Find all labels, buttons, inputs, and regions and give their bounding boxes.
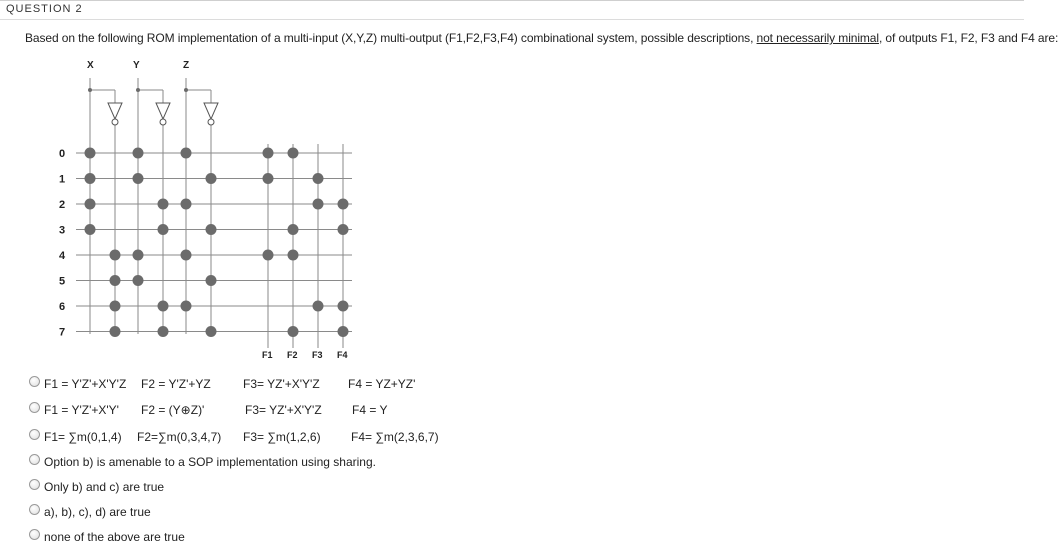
option-b-part-1: F1 = Y'Z'+X'Y': [44, 403, 119, 417]
output-dot: [263, 173, 274, 184]
radio-button[interactable]: [29, 529, 40, 540]
input-label-y: Y: [133, 60, 140, 71]
row-label-1: 1: [59, 173, 66, 186]
decoder-dot: [85, 148, 96, 159]
decoder-dot: [206, 326, 217, 337]
answer-option-f[interactable]: [29, 503, 229, 521]
output-dot: [338, 301, 349, 312]
output-dot: [313, 173, 324, 184]
option-a-part-4: F4 = YZ+YZ': [348, 377, 416, 391]
answer-option-c[interactable]: [29, 428, 449, 446]
output-label-f2: F2: [287, 350, 298, 360]
decoder-dot: [85, 173, 96, 184]
inverter-bubble: [112, 119, 118, 125]
output-dot: [288, 148, 299, 159]
decoder-dot: [133, 148, 144, 159]
option-g-label: none of the above are true: [44, 530, 185, 544]
option-a-part-1: F1 = Y'Z'+X'Y'Z: [44, 377, 127, 391]
decoder-dot: [158, 224, 169, 235]
output-dot: [313, 301, 324, 312]
option-c-part-1: F1= ∑m(0,1,4): [44, 430, 122, 444]
output-label-f3: F3: [312, 350, 323, 360]
output-dot: [288, 224, 299, 235]
option-e-label: Only b) and c) are true: [44, 480, 165, 494]
answer-option-b[interactable]: [29, 401, 449, 419]
option-c-part-3: F3= ∑m(1,2,6): [243, 430, 321, 444]
rom-diagram: [0, 0, 370, 370]
prompt-text-underlined: not necessarily minimal: [756, 31, 879, 45]
row-label-6: 6: [59, 301, 66, 313]
decoder-dot: [181, 301, 192, 312]
inverter-gate: [108, 103, 122, 119]
decoder-dot: [206, 173, 217, 184]
junction-dot: [88, 88, 92, 92]
output-dot: [338, 326, 349, 337]
output-label-f1: F1: [262, 350, 273, 360]
radio-button[interactable]: [29, 402, 40, 413]
input-label-x: X: [87, 60, 94, 71]
row-label-3: 3: [59, 224, 66, 237]
decoder-dot: [181, 250, 192, 261]
answer-option-d[interactable]: [29, 453, 429, 471]
inverter-bubble: [208, 119, 214, 125]
option-a-part-2: F2 = Y'Z'+YZ: [141, 377, 211, 391]
prompt-text-start: Based on the following ROM implementation of a multi-input (X,Y,Z) multi-output (F1,F2,F3,F4) combinational system, possible descriptions,: [25, 31, 757, 45]
option-a-part-3: F3= YZ'+X'Y'Z: [243, 377, 320, 391]
row-label-2: 2: [59, 199, 66, 211]
decoder-dot: [110, 250, 121, 261]
answer-option-e[interactable]: [29, 478, 229, 496]
decoder-dot: [158, 326, 169, 337]
row-label-7: 7: [59, 326, 66, 339]
inverter-gate: [204, 103, 218, 119]
option-b-part-3: F3= YZ'+X'Y'Z: [245, 403, 322, 417]
decoder-dot: [206, 275, 217, 286]
decoder-dot: [133, 173, 144, 184]
decoder-dot: [181, 148, 192, 159]
decoder-dot: [110, 326, 121, 337]
output-label-f4: F4: [337, 350, 348, 360]
radio-button[interactable]: [29, 479, 40, 490]
decoder-dot: [133, 275, 144, 286]
input-label-z: Z: [183, 60, 190, 71]
option-d-label: Option b) is amenable to a SOP implementation using sharing.: [44, 455, 376, 469]
output-dot: [288, 250, 299, 261]
output-dot: [263, 250, 274, 261]
row-label-4: 4: [59, 250, 66, 262]
option-b-part-4: F4 = Y: [352, 403, 388, 417]
prompt-text-end: , of outputs F1, F2, F3 and F4 are:: [878, 31, 1058, 45]
output-dot: [338, 224, 349, 235]
radio-button[interactable]: [29, 504, 40, 515]
row-label-0: 0: [59, 148, 66, 160]
option-c-part-4: F4= ∑m(2,3,6,7): [351, 430, 439, 444]
decoder-dot: [133, 250, 144, 261]
decoder-dot: [85, 199, 96, 210]
junction-dot: [184, 88, 188, 92]
inverter-bubble: [160, 119, 166, 125]
radio-button[interactable]: [29, 429, 40, 440]
decoder-dot: [181, 199, 192, 210]
decoder-dot: [110, 275, 121, 286]
decoder-dot: [206, 224, 217, 235]
option-f-label: a), b), c), d) are true: [44, 505, 151, 519]
row-label-5: 5: [59, 275, 66, 288]
answer-option-a[interactable]: [29, 375, 449, 393]
output-dot: [288, 326, 299, 337]
radio-button[interactable]: [29, 454, 40, 465]
question-heading: QUESTION 2: [6, 3, 83, 15]
decoder-dot: [158, 301, 169, 312]
inverter-gate: [156, 103, 170, 119]
output-dot: [263, 148, 274, 159]
junction-dot: [136, 88, 140, 92]
answer-option-g[interactable]: [29, 528, 229, 546]
radio-button[interactable]: [29, 376, 40, 387]
decoder-dot: [158, 199, 169, 210]
option-b-part-2: F2 = (Y⊕Z)': [141, 403, 205, 417]
option-c-part-2: F2=∑m(0,3,4,7): [137, 430, 222, 444]
output-dot: [313, 199, 324, 210]
output-dot: [338, 199, 349, 210]
decoder-dot: [110, 301, 121, 312]
decoder-dot: [85, 224, 96, 235]
